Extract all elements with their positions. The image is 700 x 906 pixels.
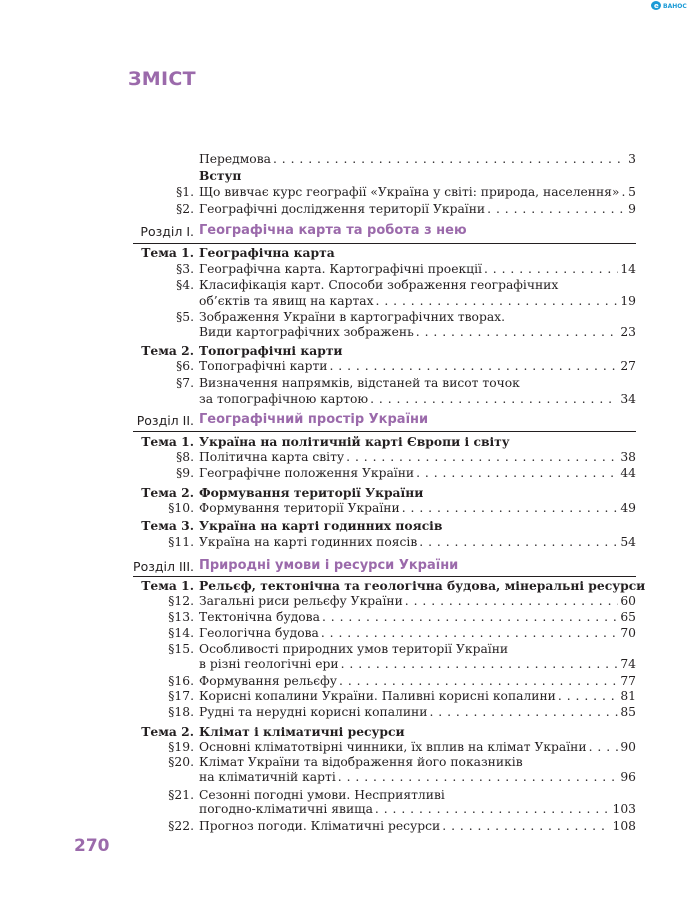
entry-title: Особливості природних умов території України [199,642,509,656]
entry-title: Прогноз погоди. Кліматичні ресурси [199,819,441,833]
toc-entry [0,310,700,325]
entry-page: 90 [620,740,636,754]
toc-entry-body [199,626,636,641]
topic-title: Топографічні карти [199,343,343,358]
toc-entry [0,294,700,309]
toc-entry [0,770,700,785]
toc-entry-body [199,343,636,358]
dot-leader [416,325,619,340]
topic-number: Тема 1. [141,245,194,260]
entry-page: 3 [628,152,636,166]
svg-text:e: e [654,2,659,10]
entry-page: 5 [628,185,636,199]
page-number: 270 [74,836,110,856]
toc-entry [0,788,700,803]
section-divider [133,431,636,432]
paragraph-number: §20. [168,755,194,769]
toc-entry-body [199,578,646,593]
toc-entry [0,392,700,407]
dot-leader [376,294,619,309]
toc-entry-body [199,359,636,374]
entry-page: 65 [620,610,636,624]
dot-leader [558,689,618,704]
entry-page: 60 [620,594,636,608]
entry-title: Формування рельєфу [199,674,337,688]
entry-page: 81 [620,689,636,703]
toc-entry-body [199,466,636,481]
section-label: Розділ II. [136,413,194,428]
toc-entry [0,518,700,533]
dot-leader [370,392,618,407]
toc-entry-body [199,278,636,293]
entry-page: 96 [620,770,636,784]
toc-entry-body [199,642,636,657]
toc-entry-body [199,392,636,407]
toc-entry [0,594,700,609]
dot-leader [589,740,619,755]
toc-entry [0,535,700,550]
paragraph-number: §22. [168,819,194,833]
toc-entry-body [199,245,636,260]
dot-leader [442,819,610,834]
toc-entry-body [199,294,636,309]
entry-title: Передмова [199,152,271,166]
paragraph-number: §9. [176,466,194,480]
entry-title: Політична карта світу [199,450,345,464]
toc-entry [0,610,700,625]
toc-entry-body [199,202,636,217]
toc-entry [0,802,700,817]
toc-entry [0,376,700,391]
toc-entry [0,740,700,755]
paragraph-number: §19. [168,740,194,754]
entry-title: Основні кліматотвірні чинники, їх вплив на клімат України [199,740,587,754]
dot-leader [429,705,618,720]
topic-number: Тема 2. [141,724,194,739]
toc-entry [0,578,700,593]
entry-page: 54 [620,535,636,549]
toc-entry-body [199,450,636,465]
dot-leader [484,262,618,277]
section-divider [133,243,636,244]
paragraph-number: §11. [168,535,194,549]
toc-entry [0,501,700,516]
entry-title: Геологічна будова [199,626,319,640]
toc-entry [0,185,700,200]
section-label: Розділ III. [133,559,194,574]
topic-number: Тема 1. [141,434,194,449]
topic-title: Формування території України [199,485,424,500]
entry-title: Класифікація карт. Способи зображення географічних [199,278,559,292]
toc-entry-body [199,705,636,720]
paragraph-number: §12. [168,594,194,608]
entry-title: Тектонічна будова [199,610,320,624]
entry-page: 103 [612,802,636,816]
toc-entry-body [199,310,636,325]
entry-title: об’єктів та явищ на картах [199,294,374,308]
toc-entry-body [199,325,636,340]
toc-entry [0,262,700,277]
topic-title: Вступ [199,168,242,183]
toc-entry [0,168,700,183]
dot-leader [405,594,619,609]
topic-title: Клімат і кліматичні ресурси [199,724,405,739]
paragraph-number: §17. [168,689,194,703]
toc-entry-body [199,376,636,391]
dot-leader [416,466,618,481]
entry-page: 14 [620,262,636,276]
toc-entry [0,689,700,704]
entry-page: 108 [612,819,636,833]
toc-entry-body [199,610,636,625]
section-title: Природні умови і ресурси України [199,558,459,573]
section-title: Географічна карта та робота з нею [199,223,467,238]
entry-page: 38 [620,450,636,464]
toc-entry-body [199,185,636,200]
entry-page: 27 [620,359,636,373]
entry-page: 77 [620,674,636,688]
toc-entry-body [199,770,636,785]
entry-title: Топографічні карти [199,359,328,373]
section-title: Географічний простір України [199,412,429,427]
entry-page: 23 [620,325,636,339]
toc-entry [0,755,700,770]
toc-entry-body [199,535,636,550]
toc-entry [0,466,700,481]
toc-entry [0,278,700,293]
entry-title: Україна на карті годинних поясів [199,535,418,549]
toc-entry-body [199,434,636,449]
dot-leader [341,657,619,672]
toc-entry [0,359,700,374]
section-label: Розділ I. [140,224,194,239]
toc-entry-body [199,501,636,516]
entry-title: Визначення напрямків, відстаней та висот точок [199,376,520,390]
toc-entry-body [199,262,636,277]
dot-leader [402,501,619,516]
entry-title: погодно-кліматичні явища [199,802,373,816]
paragraph-number: §1. [176,185,194,199]
toc-entry [0,343,700,358]
toc-entry-body [199,740,636,755]
dot-leader [339,674,618,689]
toc-entry [0,202,700,217]
entry-page: 49 [620,501,636,515]
entry-title: Загальні риси рельєфу України [199,594,403,608]
toc-entry-body [199,485,636,500]
entry-title: Сезонні погодні умови. Несприятливі [199,788,445,802]
entry-page: 74 [620,657,636,671]
entry-title: Географічне положення України [199,466,415,480]
paragraph-number: §3. [176,262,194,276]
paragraph-number: §2. [176,202,194,216]
toc-entry-body [199,657,636,672]
entry-title: Формування території України [199,501,400,515]
entry-title: Рудні та нерудні корисні копалини [199,705,428,719]
entry-title: Клімат України та відображення його показників [199,755,523,769]
entry-title: в різні геологічні ери [199,657,339,671]
page-title: ЗМІСТ [128,68,196,90]
entry-title: Географічна карта. Картографічні проекції [199,262,482,276]
entry-page: 34 [620,392,636,406]
topic-number: Тема 1. [141,578,194,593]
toc-entry [0,724,700,739]
entry-title: Що вивчає курс географії «Україна у світі: природа, населення» [199,185,620,199]
entry-title: Зображення України в картографічних творах. [199,310,505,324]
dot-leader [346,450,618,465]
toc-entry-body [199,802,636,817]
paragraph-number: §7. [176,376,194,390]
dot-leader [375,802,611,817]
topic-number: Тема 2. [141,343,194,358]
topic-title: Географічна карта [199,245,335,260]
paragraph-number: §10. [168,501,194,515]
dot-leader [322,610,618,625]
paragraph-number: §15. [168,642,194,656]
toc-entry [0,674,700,689]
topic-title: Україна на політичній карті Європи і світу [199,434,510,449]
toc-entry-body [199,689,636,704]
toc-entry [0,450,700,465]
paragraph-number: §8. [176,450,194,464]
topic-title: Рельєф, тектонічна та геологічна будова, мінеральні ресурси [199,578,646,593]
dot-leader [338,770,619,785]
paragraph-number: §6. [176,359,194,373]
toc-entry-body [199,594,636,609]
toc-entry [0,485,700,500]
paragraph-number: §21. [168,788,194,802]
dot-leader [621,185,626,200]
topic-number: Тема 2. [141,485,194,500]
paragraph-number: §18. [168,705,194,719]
entry-title: Корисні копалини України. Паливні корисні копалини [199,689,556,703]
toc-entry-body [199,788,636,803]
entry-page: 44 [620,466,636,480]
paragraph-number: §5. [176,310,194,324]
toc-entry-body [199,819,636,834]
toc-entry-body [199,152,636,167]
entry-page: 70 [620,626,636,640]
dot-leader [273,152,626,167]
toc-entry [0,245,700,260]
dot-leader [419,535,618,550]
section-divider [133,576,636,577]
toc-entry [0,325,700,340]
toc-entry-body [199,724,636,739]
entry-page: 19 [620,294,636,308]
toc-entry-body [199,518,636,533]
toc-entry-body [199,168,636,183]
paragraph-number: §14. [168,626,194,640]
toc-entry [0,626,700,641]
toc-entry [0,705,700,720]
toc-entry [0,434,700,449]
toc-entry-body [199,755,636,770]
topic-title: Україна на карті годинних поясів [199,518,443,533]
toc-entry [0,642,700,657]
topic-number: Тема 3. [141,518,194,533]
entry-title: Види картографічних зображень [199,325,414,339]
paragraph-number: §4. [176,278,194,292]
toc-entry [0,819,700,834]
entry-page: 85 [620,705,636,719]
dot-leader [329,359,618,374]
toc-entry-body [199,674,636,689]
dot-leader [321,626,618,641]
entry-page: 9 [628,202,636,216]
dot-leader [487,202,626,217]
paragraph-number: §13. [168,610,194,624]
logo-text: ВАНОС [663,3,687,10]
entry-title: Географічні дослідження території України [199,202,486,216]
entry-title: на кліматичній карті [199,770,336,784]
paragraph-number: §16. [168,674,194,688]
entry-title: за топографічною картою [199,392,369,406]
toc-entry [0,152,700,167]
toc-entry [0,657,700,672]
